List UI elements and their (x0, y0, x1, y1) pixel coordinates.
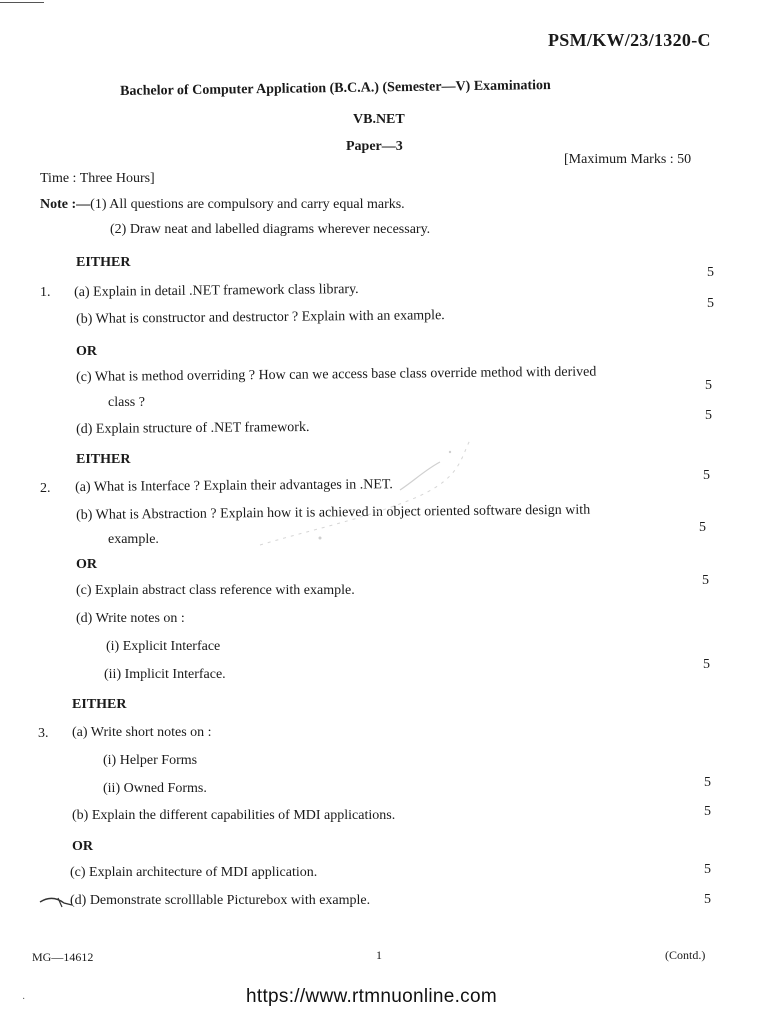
paper-number: Paper—3 (346, 139, 403, 154)
marks-3c: 5 (704, 862, 711, 877)
marks-1b: 5 (707, 296, 714, 311)
question-2d-ii: (ii) Implicit Interface. (104, 667, 226, 682)
question-2a: (a) What is Interface ? Explain their advantages in .NET. (75, 477, 393, 495)
page-number: 1 (376, 948, 382, 962)
question-1c-line-1: (c) What is method overriding ? How can we access base class override method with derived (76, 364, 597, 385)
question-1a: (a) Explain in detail .NET framework class library. (74, 282, 359, 300)
question-number-1: 1. (40, 285, 51, 300)
continued-label: (Contd.) (665, 948, 706, 962)
marks-1d: 5 (705, 408, 712, 423)
scan-smudge (250, 430, 480, 560)
paper-code: PSM/KW/23/1320-C (548, 30, 711, 50)
question-2b-line-1: (b) What is Abstraction ? Explain how it is achieved in object oriented software design with (76, 502, 591, 523)
question-3b: (b) Explain the different capabilities of MDI applications. (72, 808, 396, 823)
either-heading-1: EITHER (76, 255, 131, 270)
question-2d: (d) Write notes on : (76, 611, 185, 626)
marks-1c: 5 (705, 378, 712, 393)
either-heading-2: EITHER (76, 452, 131, 467)
exam-title: Bachelor of Computer Application (B.C.A.) (Semester—V) Examination (120, 77, 551, 99)
or-heading-3: OR (72, 839, 93, 854)
marks-1a: 5 (707, 265, 714, 280)
note-2: (2) Draw neat and labelled diagrams wherever necessary. (110, 222, 431, 237)
marks-2d: 5 (703, 657, 710, 672)
marks-3b: 5 (704, 804, 711, 819)
question-1c-line-2: class ? (108, 395, 145, 410)
marks-2b: 5 (699, 520, 706, 535)
question-number-3: 3. (38, 726, 49, 741)
max-marks: [Maximum Marks : 50 (564, 152, 692, 167)
time-allowed: Time : Three Hours] (40, 171, 155, 186)
note-label: Note :— (40, 197, 91, 212)
marks-3a: 5 (704, 775, 711, 790)
scan-speck: · (22, 994, 26, 1005)
note-1-text: (1) All questions are compulsory and carry equal marks. (90, 197, 405, 212)
footer-code: MG—14612 (32, 950, 94, 964)
question-2d-i: (i) Explicit Interface (106, 639, 221, 654)
note-1 (40, 197, 405, 213)
question-1d: (d) Explain structure of .NET framework. (76, 419, 310, 437)
either-heading-3: EITHER (72, 697, 127, 712)
top-edge-mark (0, 2, 44, 3)
pen-strike-mark (38, 893, 74, 911)
question-2c: (c) Explain abstract class reference with example. (76, 583, 355, 598)
question-3a: (a) Write short notes on : (72, 725, 212, 740)
question-1b: (b) What is constructor and destructor ? Explain with an example. (76, 308, 445, 327)
subject-title: VB.NET (353, 112, 405, 127)
question-3c: (c) Explain architecture of MDI application. (70, 865, 318, 880)
question-2b-line-2: example. (108, 532, 159, 547)
question-number-2: 2. (40, 481, 51, 496)
marks-2c: 5 (702, 573, 709, 588)
question-3a-i: (i) Helper Forms (103, 753, 198, 768)
source-url: https://www.rtmnuonline.com (246, 986, 497, 1007)
marks-3d: 5 (704, 892, 711, 907)
or-heading-1: OR (76, 344, 97, 359)
or-heading-2: OR (76, 557, 97, 572)
question-3d: (d) Demonstrate scrolllable Picturebox with example. (70, 893, 371, 908)
marks-2a: 5 (703, 468, 710, 483)
question-3a-ii: (ii) Owned Forms. (103, 781, 207, 796)
